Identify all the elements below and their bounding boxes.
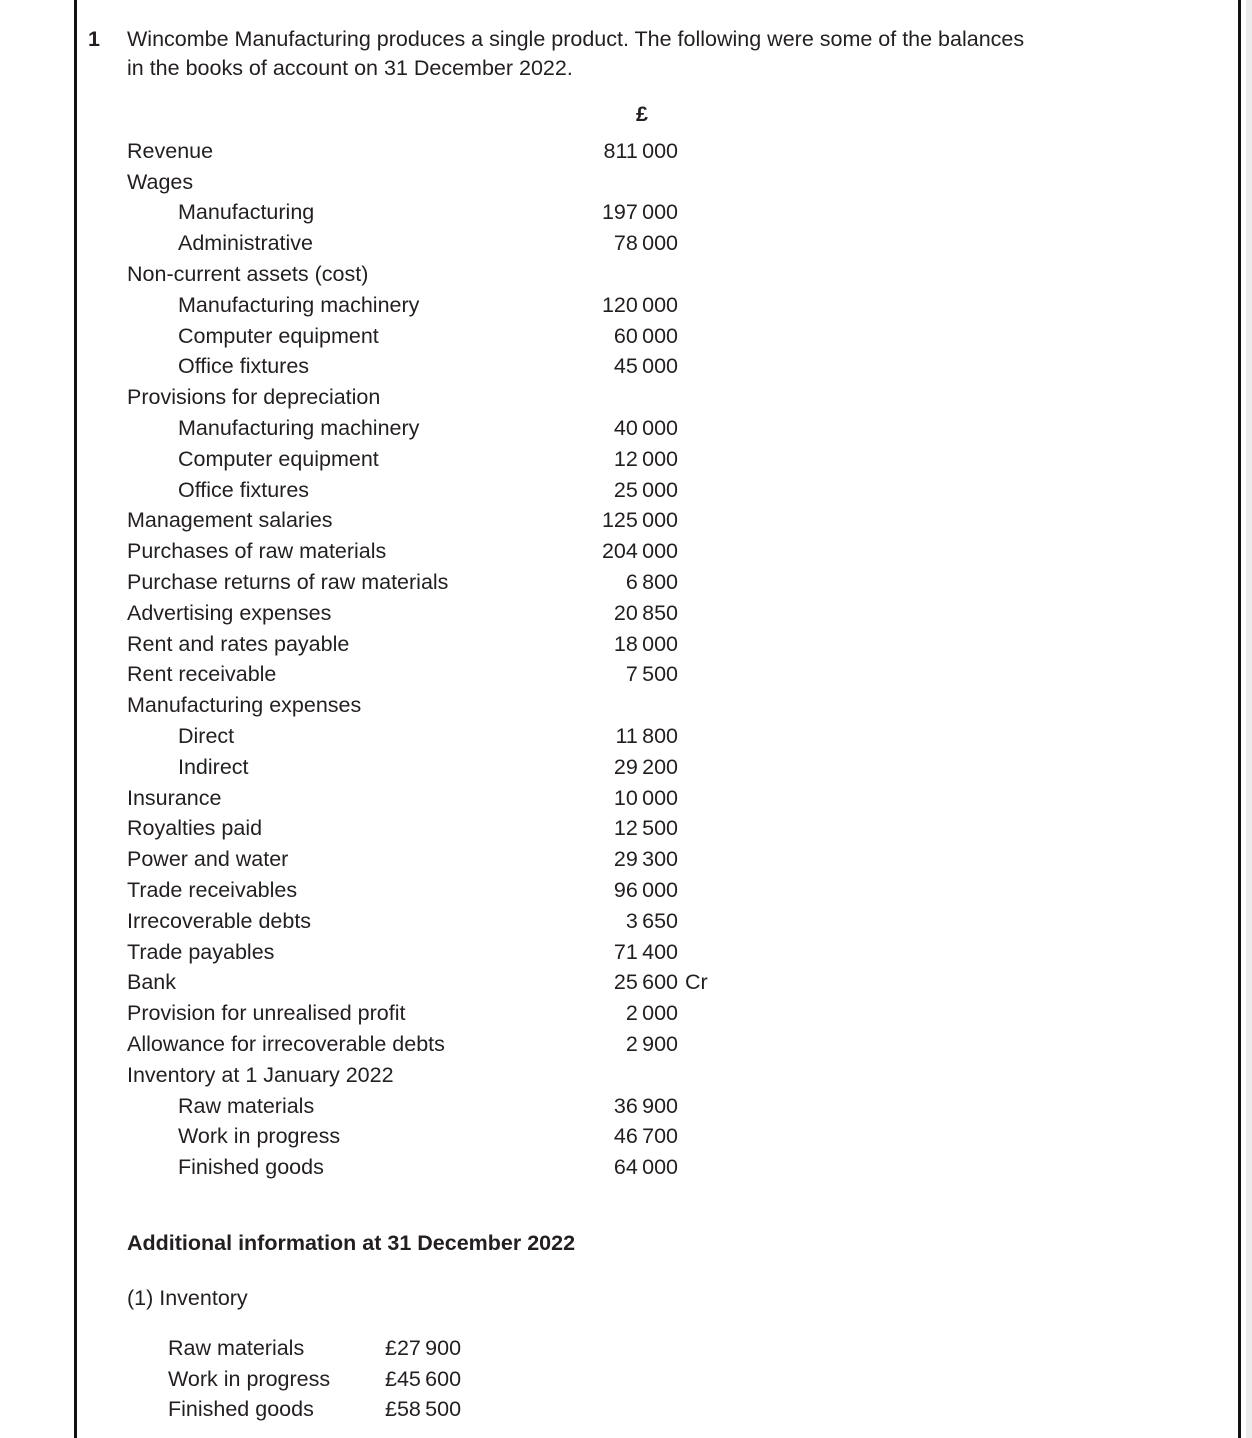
balance-label: Direct: [178, 723, 235, 748]
balance-amount-suffix: [678, 598, 718, 629]
balance-row: [127, 1091, 712, 1122]
balance-amount-suffix: [678, 690, 718, 721]
balance-row: [127, 228, 712, 259]
inventory-item-amount: £27 900: [385, 1335, 462, 1360]
balance-amount: 45 000: [613, 354, 678, 379]
left-margin-rule: [74, 0, 77, 1438]
balance-amount: 2 000: [625, 1001, 678, 1026]
balance-amount: 7 500: [625, 662, 678, 687]
balance-label: Royalties paid: [127, 816, 263, 841]
balance-row: [127, 413, 712, 444]
balance-row: [127, 567, 712, 598]
balance-amount: 10 000: [613, 785, 678, 810]
balance-amount-suffix: [678, 197, 718, 228]
balance-row: [127, 197, 712, 228]
balance-amount-suffix: [678, 136, 718, 167]
balance-row: [127, 475, 712, 506]
balance-amount: 78 000: [613, 231, 678, 256]
balance-amount: [558, 690, 678, 721]
balance-amount: 12 500: [613, 816, 678, 841]
balance-amount: 40 000: [613, 415, 678, 440]
currency-header-spacer: [127, 99, 558, 130]
balance-amount: 3 650: [625, 908, 678, 933]
balance-label: Non-current assets (cost): [127, 261, 369, 286]
balance-amount-suffix: [678, 228, 718, 259]
balance-label: Wages: [127, 169, 194, 194]
balance-row: [127, 167, 712, 198]
inventory-item-label: Finished goods: [168, 1397, 314, 1422]
balance-label: Raw materials: [178, 1093, 315, 1118]
balance-amount-suffix: [678, 844, 718, 875]
balance-amount: 29 200: [613, 754, 678, 779]
balance-amount: 71 400: [613, 939, 678, 964]
balance-label: Administrative: [178, 231, 314, 256]
balance-label: Revenue: [127, 138, 214, 163]
balance-label: Computer equipment: [178, 323, 379, 348]
balance-amount: 96 000: [613, 877, 678, 902]
balance-amount: 197 000: [601, 200, 678, 225]
balance-amount-suffix: [678, 721, 718, 752]
balance-amount-suffix: [678, 413, 718, 444]
balance-label: Manufacturing machinery: [178, 415, 420, 440]
balance-amount: 12 000: [613, 446, 678, 471]
balance-row: [127, 629, 712, 660]
balance-row: [127, 382, 712, 413]
balance-label: Manufacturing machinery: [178, 292, 420, 317]
balance-row: [127, 290, 712, 321]
currency-header-row: [127, 99, 712, 130]
balance-amount-suffix: [678, 998, 718, 1029]
balance-row: [127, 844, 712, 875]
balance-label: Indirect: [178, 754, 249, 779]
balance-amount-suffix: Cr: [685, 970, 708, 995]
balance-amount-suffix: [678, 813, 718, 844]
balance-label: Provision for unrealised profit: [127, 1001, 406, 1026]
inventory-row: [168, 1364, 1208, 1395]
balance-amount-suffix: [678, 321, 718, 352]
balance-amount: 25 000: [613, 477, 678, 502]
balance-row: [127, 721, 712, 752]
balance-label: Work in progress: [178, 1124, 341, 1149]
inventory-item-amount: £58 500: [385, 1397, 462, 1422]
balance-amount: [558, 1060, 678, 1091]
balance-amount: 60 000: [613, 323, 678, 348]
balance-row: [127, 136, 712, 167]
balance-label: Rent and rates payable: [127, 631, 350, 656]
balance-label: Office fixtures: [178, 354, 310, 379]
balance-amount: 2 900: [625, 1031, 678, 1056]
balance-amount: 18 000: [613, 631, 678, 656]
balance-amount: 36 900: [613, 1093, 678, 1118]
inventory-item-label: Raw materials: [168, 1335, 305, 1360]
balance-row: [127, 659, 712, 690]
balance-row: [127, 1029, 712, 1060]
page-edge-shade: [1246, 0, 1252, 1438]
inventory-item-amount: £45 600: [385, 1366, 462, 1391]
balance-amount: 20 850: [613, 600, 678, 625]
balance-row: [127, 444, 712, 475]
balance-label: Allowance for irrecoverable debts: [127, 1031, 445, 1056]
balance-label: Computer equipment: [178, 446, 379, 471]
question-header: [88, 0, 1208, 83]
balance-amount-suffix: [678, 1029, 718, 1060]
balance-amount: [558, 259, 678, 290]
balance-amount-suffix: [678, 290, 718, 321]
balance-amount: 11 800: [615, 723, 678, 748]
balance-amount-suffix: [678, 1121, 718, 1152]
balance-row: [127, 752, 712, 783]
balance-amount: 120 000: [601, 292, 678, 317]
balance-row: [127, 598, 712, 629]
balance-amount-suffix: [678, 659, 718, 690]
balance-label: Trade payables: [127, 939, 275, 964]
balance-amount: 125 000: [601, 508, 678, 533]
inventory-row: [168, 1394, 1208, 1425]
balance-label: Irrecoverable debts: [127, 908, 312, 933]
balance-label: Provisions for depreciation: [127, 385, 381, 410]
balance-label: Finished goods: [178, 1155, 324, 1180]
balance-amount: 29 300: [613, 847, 678, 872]
balance-amount-suffix: [678, 536, 718, 567]
balance-amount-suffix: [678, 875, 718, 906]
inventory-row: [168, 1333, 1208, 1364]
balance-amount: 811 000: [603, 138, 678, 163]
balance-label: Trade receivables: [127, 877, 298, 902]
balance-amount-suffix: [678, 475, 718, 506]
balance-amount-suffix: [678, 752, 718, 783]
balance-amount-suffix: [678, 259, 718, 290]
balance-label: Purchase returns of raw materials: [127, 569, 449, 594]
balance-amount: 6 800: [625, 569, 678, 594]
inventory-table: [168, 1333, 1208, 1425]
balance-label: Inventory at 1 January 2022: [127, 1062, 394, 1087]
balance-row: [127, 1152, 712, 1183]
balance-row: [127, 967, 712, 998]
balance-row: [127, 321, 712, 352]
balance-amount: 46 700: [613, 1124, 678, 1149]
inventory-item-label: Work in progress: [168, 1366, 331, 1391]
balance-row: [127, 1060, 712, 1091]
balance-row: [127, 875, 712, 906]
balance-amount: 204 000: [601, 539, 678, 564]
balance-amount-suffix: [678, 1152, 718, 1183]
question-number: 1: [88, 27, 100, 51]
balance-label: Office fixtures: [178, 477, 310, 502]
balance-amount-suffix: [678, 906, 718, 937]
currency-symbol: £: [636, 102, 648, 126]
balance-label: Purchases of raw materials: [127, 539, 387, 564]
balance-label: Insurance: [127, 785, 222, 810]
balance-label: Management salaries: [127, 508, 333, 533]
right-margin-rule: [1238, 0, 1241, 1438]
balance-amount-suffix: [678, 629, 718, 660]
balance-row: [127, 783, 712, 814]
balance-row: [127, 536, 712, 567]
balance-amount: [558, 167, 678, 198]
balance-amount-suffix: [678, 1060, 718, 1091]
balance-amount-suffix: [678, 382, 718, 413]
balance-row: [127, 690, 712, 721]
balance-row: [127, 1121, 712, 1152]
inventory-section-label: (1) Inventory: [127, 1285, 248, 1310]
balance-amount-suffix: [678, 567, 718, 598]
balance-label: Manufacturing expenses: [127, 693, 362, 718]
balance-row: [127, 505, 712, 536]
balance-amount-suffix: [678, 444, 718, 475]
question-content: [88, 0, 1208, 1425]
balance-row: [127, 351, 712, 382]
balance-label: Advertising expenses: [127, 600, 332, 625]
balance-row: [127, 259, 712, 290]
balance-row: [127, 813, 712, 844]
balance-amount-suffix: [678, 783, 718, 814]
question-intro: Wincombe Manufacturing produces a single product. The following were some of the balances in the books of account on 31 December 2022.: [127, 27, 1025, 80]
balance-amount: 25 600: [613, 970, 678, 995]
balances-table: [127, 99, 712, 1183]
balance-amount: [558, 382, 678, 413]
additional-info-heading: Additional information at 31 December 2022: [127, 1230, 576, 1255]
balance-label: Bank: [127, 970, 177, 995]
balance-row: [127, 937, 712, 968]
balance-row: [127, 906, 712, 937]
balance-label: Manufacturing: [178, 200, 315, 225]
balance-label: Rent receivable: [127, 662, 277, 687]
balance-amount-suffix: [678, 505, 718, 536]
balance-amount-suffix: [678, 167, 718, 198]
balance-amount: 64 000: [613, 1155, 678, 1180]
currency-header-suffix-spacer: [678, 99, 718, 130]
balance-label: Power and water: [127, 847, 289, 872]
balance-amount-suffix: [678, 937, 718, 968]
balance-row: [127, 998, 712, 1029]
balance-amount-suffix: [678, 351, 718, 382]
balance-amount-suffix: [678, 1091, 718, 1122]
